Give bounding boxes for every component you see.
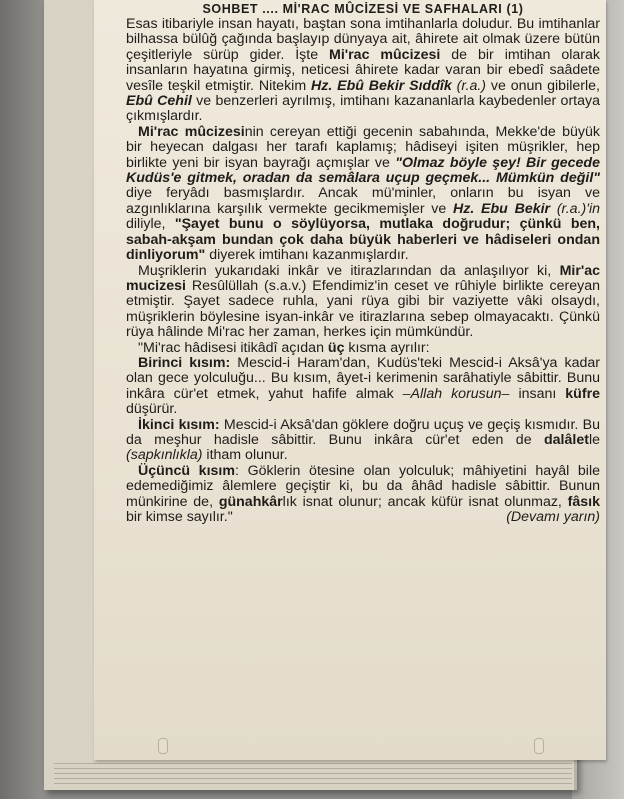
binding-hole [534,738,544,754]
text: le [588,431,600,448]
text: Muşriklerin yukarıdaki inkâr ve itirazlarından da anlaşılıyor ki, [138,262,560,279]
bold-text: dalâlet [544,431,589,448]
text: nin cereyan ettiği gecenin sabahında, Mekke'de büyük bir heyecan dalgası her tarafı kaplamış; hâdiseyi işiten müşrikler, hep birlikte yeni bir isyan bayrağı açmışlar ve [126,123,600,171]
article [126,2,600,525]
text: insanı [509,385,566,402]
text: Mescid-i Aksâ'dan göklere doğru uçuş ve geçiş kısmıdır. Bu da meşhur hadisle sâbittir. Bunu inkâra cür'et eden de [126,416,601,448]
text: ve onun gibilerle, [486,77,600,94]
bold-italic-text: Hz. Ebû Bekir Sıddîk [311,77,452,94]
text: lık isnat olunur; ancak küfür isnat olunmaz, [282,493,568,510]
bold-text: Mi'rac mûcizesi [138,123,245,140]
text: bir kimse sayılır." [126,509,233,525]
calendar-page-stack [44,0,601,790]
paragraph-3 [126,264,600,341]
text: diyerek imtihanı kazanmışlardır. [205,247,409,264]
bold-text: günahkâr [218,493,283,510]
text: de bir imtihan olarak insanların hayatına girmiş, neticesi âhirete kadar varan bir ebedî saâdete vesîle teşkil etmiştir. Nitekim [126,46,601,94]
text: Resûlüllah (s.a.v.) Efendimiz'in ceset ve rûhiyle birlikte cereyan etmiştir. Şayet sadece ruhla, yani rüya gibi bir vaziyette vâki olsaydı, müşriklerin böylesine isyan-inkâr ve itirazlarına sebep olmayacaktı. Çünkü rüya hâlinde Mi'rac her zaman, herkes için mümkündür. [126,277,600,341]
bold-text: üç [327,339,345,356]
bold-italic-text: Hz. Ebu Bekir [453,200,551,217]
text: : Göklerin ötesine olan yolculuk; mâhiyetini hayâl bile edemediğimiz âlemlere geçiştir ki, bu da âhâd hadisle sâbittir. Bunun münkirine de, [126,462,600,510]
bold-italic-quote: "Olmaz böyle şey! Bir gecede Kudüs'e gitmek, oradan da semâlara uçup geçmek... Mümkün değil" [126,154,600,187]
text: "Mi'rac hâdisesi itikâdî açıdan [138,339,328,356]
italic-text: –Allah korusun– [402,385,510,402]
text: itham olunur. [202,447,288,464]
paragraph-1 [126,17,600,125]
bold-italic-text: Ebû Cehil [126,93,192,110]
text: diye feryâdı basmışlardır. Ancak mü'minler, onların bu isyan ve azgınlıklarına karşılık vermekte gecikmemişler ve [126,185,600,217]
background-left [0,0,40,799]
paragraph-6 [126,418,600,464]
italic-text: (r.a.) [456,77,487,94]
bold-text: İkinci kısım: [138,416,220,433]
article-header: SOHBET .... Mİ'RAC MÛCİZESİ VE SAFHALARI (1) [202,2,524,16]
text: Esas itibariyle insan hayatı, baştan sona imtihanlarla doludur. Bu imtihanlar bilhassa bülûğ çağında başlayıp dünyaya ait, âhirete ait olmak üzere bütün çeşitleriyle sürüp gider. İşte [126,16,600,63]
bold-text: Mir'ac mucizesi [126,262,600,294]
text: diliyle, [126,216,175,233]
text: kısma ayrılır: [344,339,430,356]
text: Mescid-i Haram'dan, Kudüs'teki Mescid-i Aksâ'ya kadar olan gece yolculuğu... Bu kısım, âyet-i kerimenin sarâhatiyle sâbittir. Bunu inkâra cür'et etmek, yahut hafife almak [126,354,600,402]
bold-text: Mi'rac mûcizesi [329,46,441,63]
bold-quote: "Şayet bunu o söylüyorsa, mutlaka doğrudur; çünkü ben, sabah-akşam bundan çok daha büyük haberleri ve hâdiseleri ondan dinliyorum" [126,216,600,264]
page-edge [54,778,572,779]
paragraph-4 [126,341,600,356]
page-edge [54,768,572,769]
italic-text: (sapkınlıkla) [126,447,203,464]
bold-text: küfre [565,385,600,402]
bold-text: Üçüncü kısım [138,462,235,479]
binding-hole [158,738,168,754]
bold-text: Birinci kısım: [138,354,231,371]
page-edge [54,763,572,764]
page-edge [54,783,572,784]
page-edge [54,773,572,774]
text: düşürür. [126,401,178,418]
text: ve benzerleri ayrılmış, imtihanı kazananlarla kaybedenler ortaya çıkmışlardır. [126,93,600,125]
continued-note: (Devamı yarın) [506,509,600,526]
bold-text: fâsık [567,493,600,510]
paragraph-2 [126,125,600,264]
italic-text: (r.a.)'in [550,200,600,217]
paragraph-5 [126,356,600,418]
calendar-page [94,0,606,760]
